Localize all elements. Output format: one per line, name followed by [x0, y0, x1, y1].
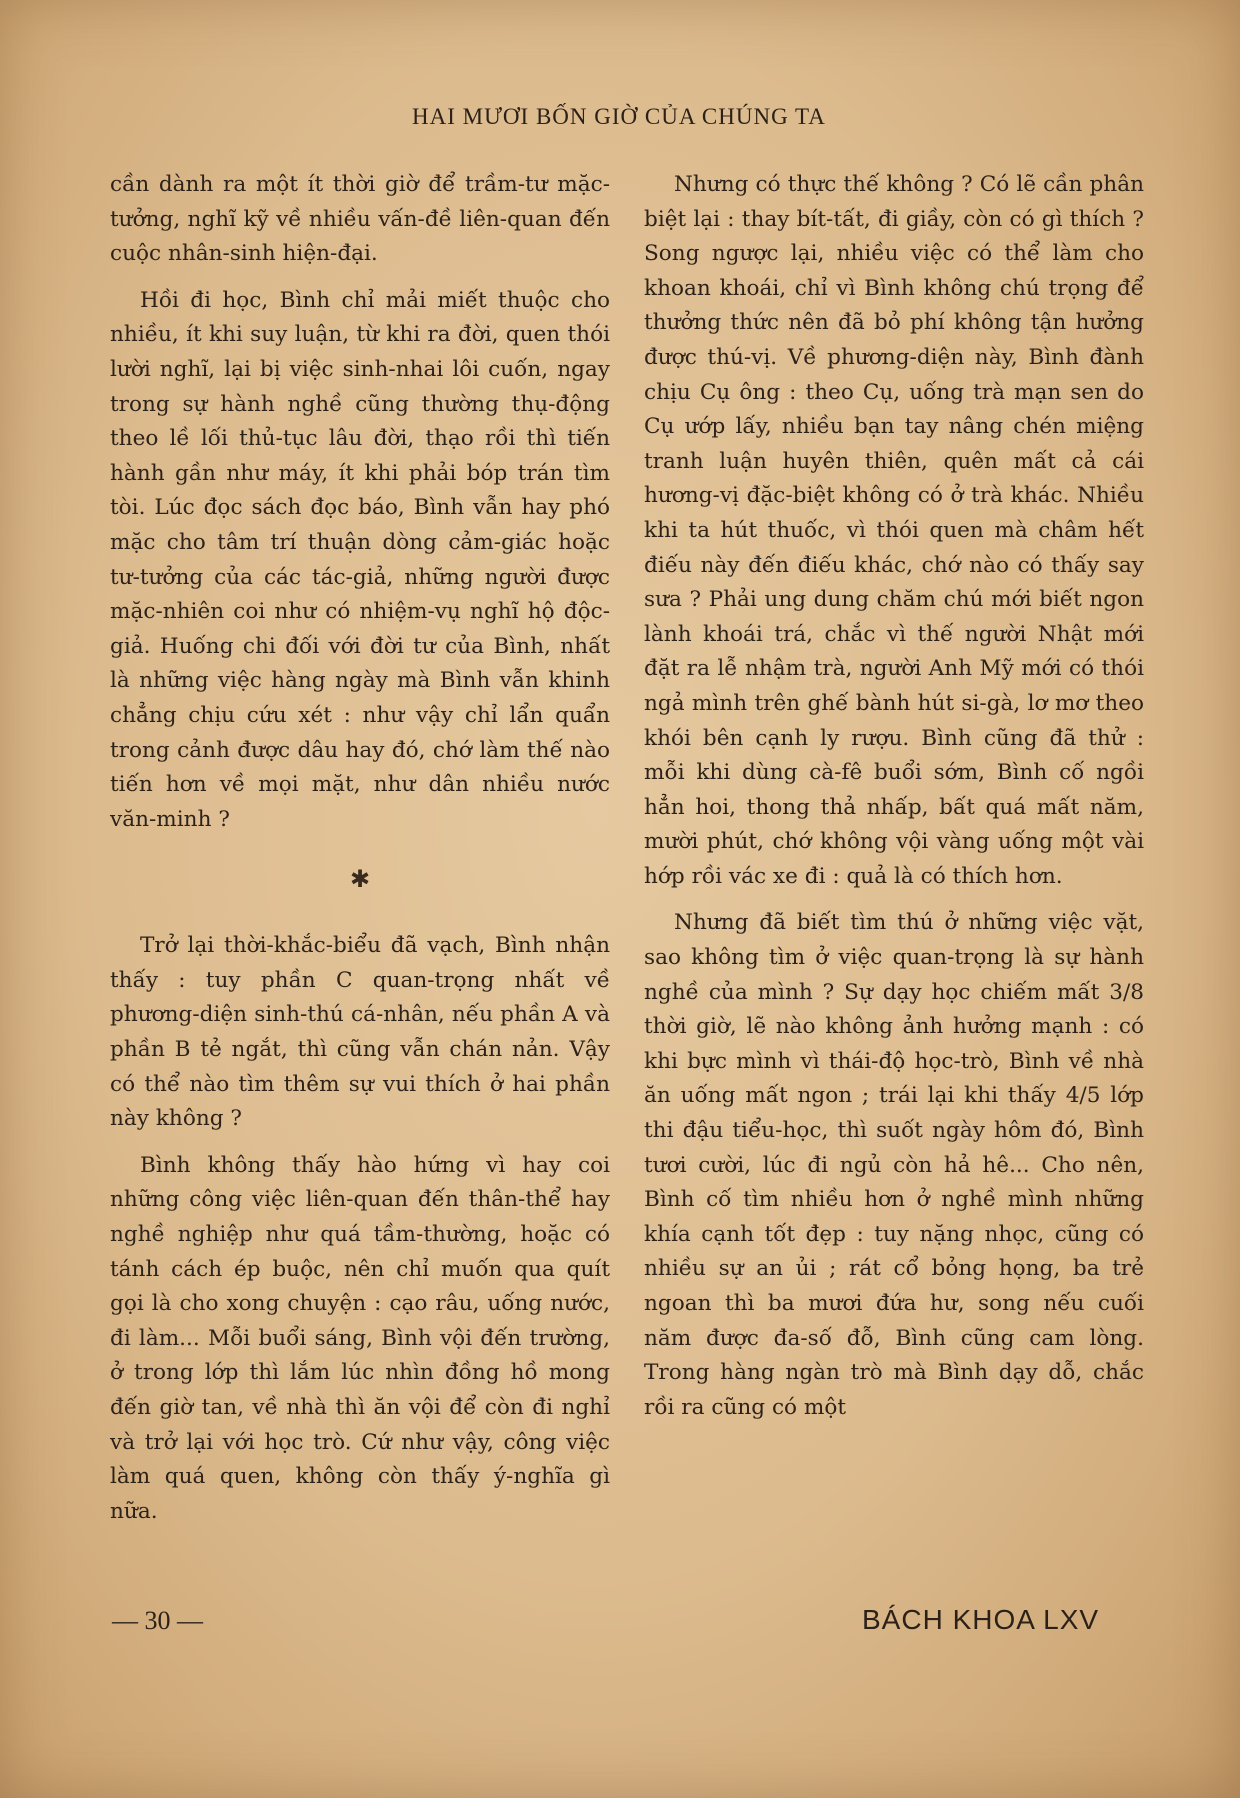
paragraph: cần dành ra một ít thời giờ để trầm-tư mặc-tưởng, nghĩ kỹ về nhiều vấn-đề liên-quan đến cuộc nhân-sinh hiện-đại. — [110, 172, 610, 267]
paragraph: Nhưng đã biết tìm thú ở những việc vặt, sao không tìm ở việc quan-trọng là sự hành nghề của mình ? Sự dạy học chiếm mất 3/8 thời giờ, lẽ nào không ảnh hưởng mạnh : có khi bực mình vì thái-độ học-trò, Bình về nhà ăn uống mất ngon ; trái lại khi thấy 4/5 lớp thi đậu tiểu-học, thì suốt ngày hôm đó, Bình tươi cười, lúc đi ngủ còn hả hê... Cho nên, Bình cố tìm nhiều hơn ở nghề mình những khía cạnh tốt đẹp : tuy nặng nhọc, cũng có nhiều sự an ủi ; rát cổ bỏng họng, ba trẻ ngoan thì ba mươi đứa hư, song nếu cuối năm được đa-số đỗ, Bình cũng cam lòng. Trong hàng ngàn trò mà Bình dạy dỗ, chắc rồi ra cũng có một — [644, 910, 1144, 1420]
page-number: — 30 — — [112, 1606, 203, 1635]
right-column — [644, 168, 1144, 1425]
publication-name: BÁCH KHOA LXV — [862, 1604, 1100, 1635]
left-column — [110, 168, 610, 1529]
section-break-ornament: ✱ — [349, 865, 371, 894]
paragraph: Hồi đi học, Bình chỉ mải miết thuộc cho nhiều, ít khi suy luận, từ khi ra đời, quen thói lười nghĩ, lại bị việc sinh-nhai lôi cuốn, ngay trong sự hành nghề cũng thường thụ-động theo lề lối thủ-tục lâu đời, thạo rồi thì tiến hành gần như máy, ít khi phải bóp trán tìm tòi. Lúc đọc sách đọc báo, Bình vẫn hay phó mặc cho tâm trí thuận dòng cảm-giác hoặc tư-tưởng của các tác-giả, những người được mặc-nhiên coi như có nhiệm-vụ nghĩ hộ độc-giả. Huống chi đối với đời tư của Bình, nhất là những việc hàng ngày mà Bình vẫn khinh chẳng chịu cứu xét : như vậy chỉ lẩn quẩn trong cảnh được dâu hay đó, chớ làm thế nào tiến hơn về mọi mặt, như dân nhiều nước văn-minh ? — [110, 287, 610, 832]
paragraph: Nhưng có thực thế không ? Có lẽ cần phân biệt lại : thay bít-tất, đi giầy, còn có gì thích ? Song ngược lại, nhiều việc có thể làm cho khoan khoái, chỉ vì Bình không chú trọng để thưởng thức nên đã bỏ phí không tận hưởng được thú-vị. Về phương-diện này, Bình đành chịu Cụ ông : theo Cụ, uống trà mạn sen do Cụ ướp lấy, nhiều bạn tay nâng chén miệng tranh luận huyên thiên, quên mất cả cái hương-vị đặc-biệt không có ở trà khác. Nhiều khi ta hút thuốc, vì thói quen mà châm hết điếu này đến điếu khác, chớ nào có thấy say sưa ? Phải ung dung chăm chú mới biết ngon lành khoái trá, chắc vì thế người Nhật mới đặt ra lễ nhậm trà, người Anh Mỹ mới có thói ngả mình trên ghế bành hút si-gà, lơ mơ theo khói bên cạnh ly rượu. Bình cũng đã thử : mỗi khi dùng cà-fê buổi sớm, Bình cố ngồi hẳn hoi, thong thả nhấp, bất quá mất năm, mười phút, chớ không vội vàng uống một vài hớp rồi vác xe đi : quả là có thích hơn. — [644, 172, 1144, 889]
paragraph: Bình không thấy hào hứng vì hay coi những công việc liên-quan đến thân-thể hay nghề nghiệp như quá tầm-thường, hoặc có tánh cách ép buộc, nên chỉ muốn qua quít gọi là cho xong chuyện : cạo râu, uống nước, đi làm... Mỗi buổi sáng, Bình vội đến trường, ở trong lớp thì lắm lúc nhìn đồng hồ mong đến giờ tan, về nhà thì ăn vội để còn đi nghỉ và trở lại với học trò. Cứ như vậy, công việc làm quá quen, không còn thấy ý-nghĩa gì nữa. — [110, 1152, 610, 1524]
running-header: HAI MƯƠI BỐN GIỜ CỦA CHÚNG TA — [412, 104, 826, 129]
paragraph: Trở lại thời-khắc-biểu đã vạch, Bình nhận thấy : tuy phần C quan-trọng nhất về phương-diện sinh-thú cá-nhân, nếu phần A và phần B tẻ ngắt, thì cũng vẫn chán nản. Vậy có thể nào tìm thêm sự vui thích ở hai phần này không ? — [110, 933, 610, 1132]
